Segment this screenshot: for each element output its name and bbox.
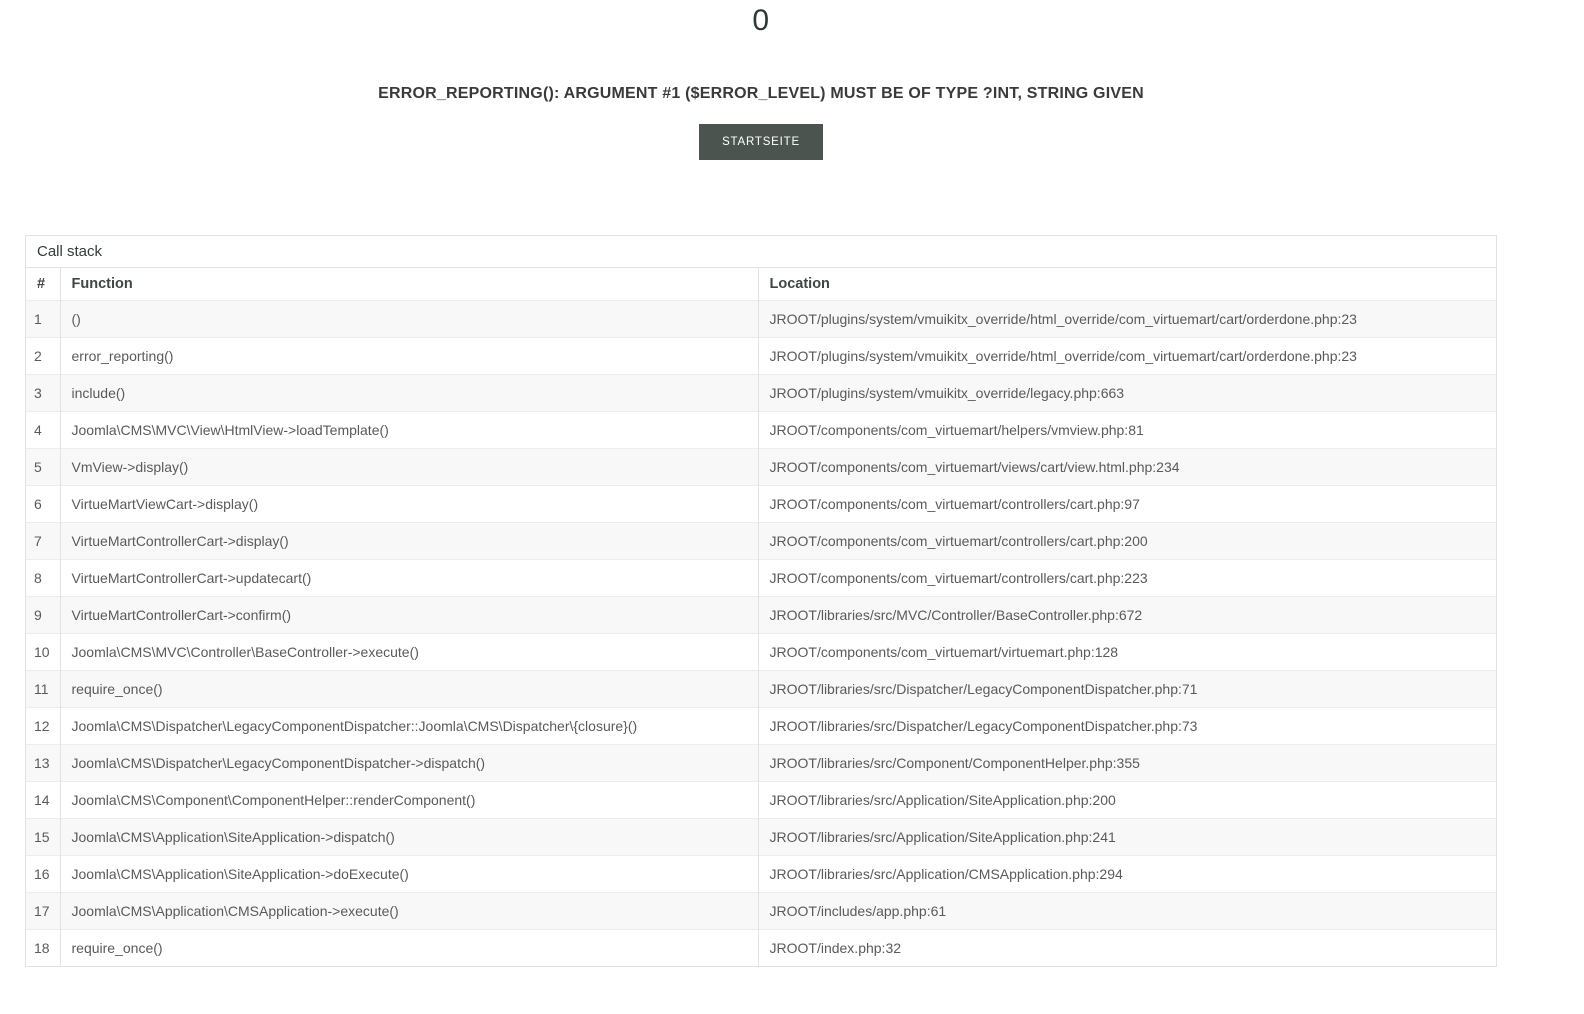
row-function: include() — [60, 375, 758, 412]
row-function: require_once() — [60, 930, 758, 967]
row-number: 5 — [26, 449, 60, 486]
table-row — [26, 597, 1496, 634]
error-code-heading: 0 — [752, 4, 770, 37]
row-number: 1 — [26, 301, 60, 338]
callstack-title: Call stack — [26, 236, 1496, 268]
row-number: 3 — [26, 375, 60, 412]
row-location: JROOT/plugins/system/vmuikitx_override/html_override/com_virtuemart/cart/orderdone.php:23 — [758, 338, 1496, 375]
row-function: Joomla\CMS\Application\CMSApplication->execute() — [60, 893, 758, 930]
row-number: 15 — [26, 819, 60, 856]
column-header-location: Location — [758, 268, 1496, 301]
row-function: require_once() — [60, 671, 758, 708]
row-location: JROOT/components/com_virtuemart/views/cart/view.html.php:234 — [758, 449, 1496, 486]
row-location: JROOT/components/com_virtuemart/virtuemart.php:128 — [758, 634, 1496, 671]
row-location: JROOT/libraries/src/Dispatcher/LegacyComponentDispatcher.php:71 — [758, 671, 1496, 708]
callstack-panel — [25, 235, 1497, 967]
row-number: 18 — [26, 930, 60, 967]
row-number: 4 — [26, 412, 60, 449]
row-function: VirtueMartControllerCart->display() — [60, 523, 758, 560]
table-row — [26, 412, 1496, 449]
row-location: JROOT/plugins/system/vmuikitx_override/html_override/com_virtuemart/cart/orderdone.php:23 — [758, 301, 1496, 338]
row-number: 14 — [26, 782, 60, 819]
table-row — [26, 375, 1496, 412]
row-location: JROOT/libraries/src/MVC/Controller/BaseController.php:672 — [758, 597, 1496, 634]
table-row — [26, 930, 1496, 967]
row-location: JROOT/libraries/src/Application/SiteApplication.php:200 — [758, 782, 1496, 819]
row-location: JROOT/libraries/src/Component/ComponentHelper.php:355 — [758, 745, 1496, 782]
row-number: 9 — [26, 597, 60, 634]
table-row — [26, 523, 1496, 560]
column-header-number: # — [26, 268, 60, 301]
row-function: Joomla\CMS\MVC\Controller\BaseController->execute() — [60, 634, 758, 671]
row-function: Joomla\CMS\Component\ComponentHelper::renderComponent() — [60, 782, 758, 819]
row-number: 16 — [26, 856, 60, 893]
table-row — [26, 486, 1496, 523]
row-function: Joomla\CMS\MVC\View\HtmlView->loadTemplate() — [60, 412, 758, 449]
table-row — [26, 301, 1496, 338]
table-row — [26, 671, 1496, 708]
row-number: 10 — [26, 634, 60, 671]
table-row — [26, 338, 1496, 375]
table-row — [26, 856, 1496, 893]
row-function: VirtueMartControllerCart->updatecart() — [60, 560, 758, 597]
row-function: Joomla\CMS\Application\SiteApplication->dispatch() — [60, 819, 758, 856]
row-function: VirtueMartViewCart->display() — [60, 486, 758, 523]
row-number: 2 — [26, 338, 60, 375]
row-location: JROOT/components/com_virtuemart/helpers/vmview.php:81 — [758, 412, 1496, 449]
table-row — [26, 560, 1496, 597]
row-function: VmView->display() — [60, 449, 758, 486]
row-location: JROOT/libraries/src/Application/SiteApplication.php:241 — [758, 819, 1496, 856]
row-location: JROOT/components/com_virtuemart/controllers/cart.php:200 — [758, 523, 1496, 560]
row-location: JROOT/includes/app.php:61 — [758, 893, 1496, 930]
row-number: 8 — [26, 560, 60, 597]
table-row — [26, 745, 1496, 782]
row-location: JROOT/plugins/system/vmuikitx_override/legacy.php:663 — [758, 375, 1496, 412]
table-row — [26, 708, 1496, 745]
callstack-table — [26, 268, 1496, 966]
startseite-button[interactable]: STARTSEITE — [699, 124, 823, 160]
row-number: 6 — [26, 486, 60, 523]
row-function: Joomla\CMS\Dispatcher\LegacyComponentDispatcher::Joomla\CMS\Dispatcher\{closure}() — [60, 708, 758, 745]
row-location: JROOT/libraries/src/Application/CMSApplication.php:294 — [758, 856, 1496, 893]
row-number: 17 — [26, 893, 60, 930]
table-row — [26, 782, 1496, 819]
row-number: 12 — [26, 708, 60, 745]
row-location: JROOT/components/com_virtuemart/controllers/cart.php:97 — [758, 486, 1496, 523]
row-function: error_reporting() — [60, 338, 758, 375]
row-location: JROOT/libraries/src/Dispatcher/LegacyComponentDispatcher.php:73 — [758, 708, 1496, 745]
row-number: 13 — [26, 745, 60, 782]
table-row — [26, 449, 1496, 486]
row-function: Joomla\CMS\Dispatcher\LegacyComponentDispatcher->dispatch() — [60, 745, 758, 782]
callstack-header-row — [26, 268, 1496, 301]
error-message: ERROR_REPORTING(): ARGUMENT #1 ($ERROR_LEVEL) MUST BE OF TYPE ?INT, STRING GIVEN — [378, 85, 1144, 102]
row-location: JROOT/components/com_virtuemart/controllers/cart.php:223 — [758, 560, 1496, 597]
row-number: 7 — [26, 523, 60, 560]
row-function: () — [60, 301, 758, 338]
column-header-function: Function — [60, 268, 758, 301]
row-function: Joomla\CMS\Application\SiteApplication->doExecute() — [60, 856, 758, 893]
row-location: JROOT/index.php:32 — [758, 930, 1496, 967]
table-row — [26, 819, 1496, 856]
table-row — [26, 893, 1496, 930]
error-page — [25, 0, 1497, 967]
button-row — [25, 124, 1497, 160]
row-number: 11 — [26, 671, 60, 708]
row-function: VirtueMartControllerCart->confirm() — [60, 597, 758, 634]
table-row — [26, 634, 1496, 671]
